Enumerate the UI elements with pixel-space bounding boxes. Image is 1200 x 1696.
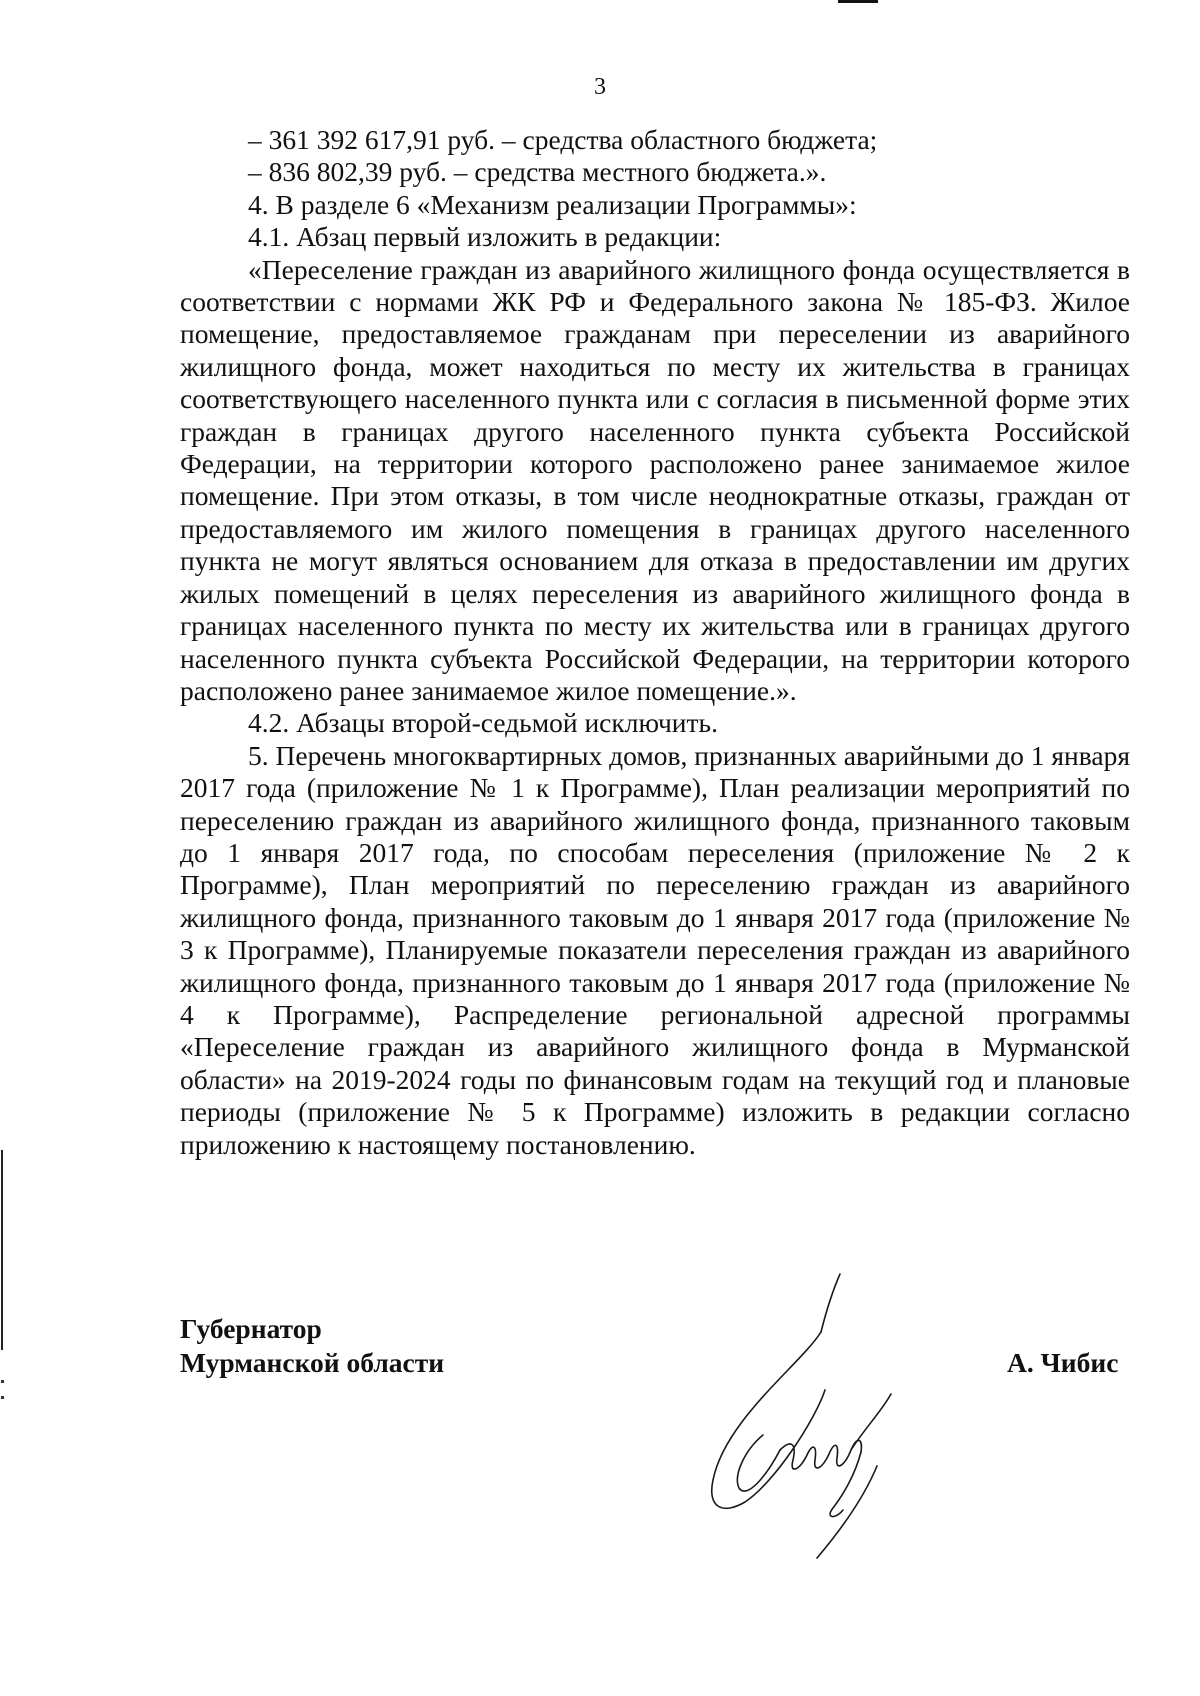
page-number: 3 — [594, 74, 606, 100]
scan-edge-dot — [1, 1396, 4, 1399]
signature-position — [180, 1312, 444, 1380]
scan-edge-line — [1, 1150, 3, 1350]
paragraph-4-1: 4.1. Абзац первый изложить в редакции: — [248, 221, 722, 253]
paragraph-local-budget: – 836 802,39 руб. – средства местного бюджета.». — [248, 156, 827, 188]
paragraph-5: 5. Перечень многоквартирных домов, признанных аварийными до 1 января 2017 года (приложение № 1 к Программе), План реализации мероприятий по переселению граждан из аварийного жилищного фонда, признанного таковым до 1 января 2017 года, по способам переселения (приложение № 2 к Программе), План мероприятий по переселению граждан из аварийного жилищного фонда, признанного таковым до 1 января 2017 года (приложение № 3 к Программе), Планируемые показатели переселения граждан из аварийного жилищного фонда, признанного таковым до 1 января 2017 года (приложение № 4 к Программе), Распределение региональной адресной программы «Переселение граждан из аварийного жилищного фонда в Мурманской области» на 2019-2024 годы по финансовым годам на текущий год и плановые периоды (приложение № 5 к Программе) изложить в редакции согласно приложению к настоящему постановлению. — [180, 739, 1130, 1160]
signature-position-line2: Мурманской области — [180, 1347, 445, 1378]
paragraph-section-6: 4. В разделе 6 «Механизм реализации Программы»: — [248, 188, 857, 220]
signature-position-line1: Губернатор — [180, 1313, 322, 1344]
document-body — [180, 124, 1130, 1161]
handwritten-signature — [705, 1270, 940, 1560]
scan-top-mark — [838, 0, 878, 3]
paragraph-regional-budget: – 361 392 617,91 руб. – средства областного бюджета; — [248, 124, 878, 155]
paragraph-4-2: 4.2. Абзацы второй-седьмой исключить. — [248, 707, 718, 739]
paragraph-resettlement-text: «Переселение граждан из аварийного жилищного фонда осуществляется в соответствии с нормами ЖК РФ и Федерального закона № 185-ФЗ. Жилое помещение, предоставляемое гражданам при переселении из аварийного жилищного фонда, может находиться по месту их жительства в границах соответствующего населенного пункта или с согласия в письменной форме этих граждан в границах другого населенного пункта субъекта Российской Федерации, на территории которого расположено ранее занимаемое жилое помещение. При этом отказы, в том числе неоднократные отказы, граждан от предоставляемого им жилого помещения в границах другого населенного пункта не могут являться основанием для отказа в предоставлении им других жилых помещений в целях переселения из аварийного жилищного фонда в границах населенного пункта по месту их жительства или в границах другого населенного пункта субъекта Российской Федерации, на территории которого расположено ранее занимаемое жилое помещение.». — [180, 253, 1130, 706]
signatory-name: А. Чибис — [1007, 1347, 1119, 1378]
scan-edge-dot — [1, 1380, 4, 1383]
